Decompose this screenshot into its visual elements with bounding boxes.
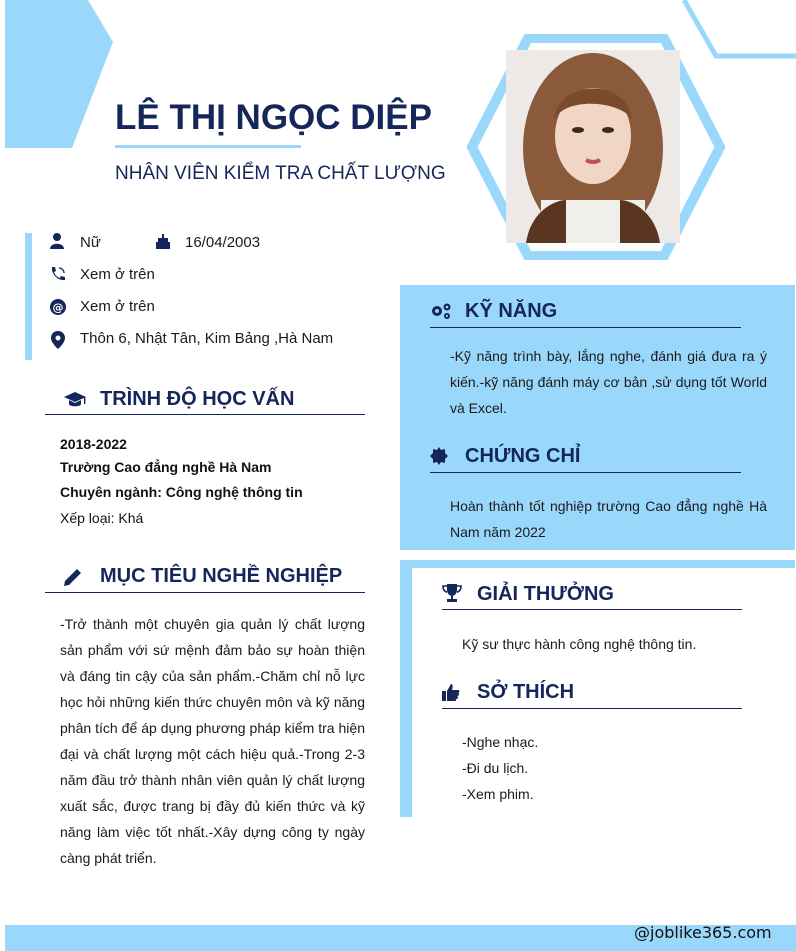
birthday-cake-icon bbox=[155, 233, 171, 249]
education-school: Trường Cao đẳng nghề Hà Nam bbox=[60, 459, 272, 475]
thumbs-up-icon bbox=[442, 684, 460, 701]
birthdate-value: 16/04/2003 bbox=[185, 234, 261, 251]
footer-watermark: @joblike365.com bbox=[634, 923, 772, 942]
certificate-badge-icon bbox=[430, 447, 448, 465]
phone-icon bbox=[50, 266, 66, 282]
hobby-item-2: -Đi du lịch. bbox=[462, 760, 529, 776]
education-title: TRÌNH ĐỘ HỌC VẤN bbox=[100, 388, 295, 410]
contact-side-bar bbox=[25, 233, 32, 360]
certificates-divider bbox=[430, 472, 741, 473]
pencil-icon bbox=[64, 568, 82, 586]
education-major: Chuyên ngành: Công nghệ thông tin bbox=[60, 484, 303, 500]
objective-text: -Trở thành một chuyên gia quản lý chất lượng sản phẩm với sứ mệnh đảm bảo sự hoàn thiện và đáng tin cậy của sản phẩm.-Chăm chỉ nỗ lực học hỏi những kiến thức chuyên môn và kỹ năng phân tích để áp dụng phương pháp kiểm tra hiện đại và chất lượng một cách hiệu quả.-Trong 2-3 năm đầu trở thành nhân viên quản lý chất lượng xuất sắc, được trang bị đầy đủ kiến thức và kỹ năng làm việc tốt nhất.-Xây dựng công ty ngày càng phát triển. bbox=[60, 616, 365, 866]
job-title: NHÂN VIÊN KIỂM TRA CHẤT LƯỢNG bbox=[115, 163, 446, 184]
hobby-item-1: -Nghe nhạc. bbox=[462, 734, 539, 750]
awards-panel-bar-left bbox=[400, 560, 412, 817]
svg-text:@: @ bbox=[52, 301, 64, 314]
email-at-icon bbox=[50, 299, 66, 315]
trophy-icon bbox=[442, 584, 462, 602]
gears-icon bbox=[430, 302, 452, 320]
phone-value: Xem ở trên bbox=[80, 266, 155, 283]
profile-photo bbox=[506, 50, 680, 243]
education-divider bbox=[45, 414, 365, 415]
name-underline bbox=[115, 145, 301, 148]
email-value: Xem ở trên bbox=[80, 298, 155, 315]
gender-value: Nữ bbox=[80, 234, 101, 251]
awards-divider bbox=[442, 609, 742, 610]
hobby-item-3: -Xem phim. bbox=[462, 786, 534, 802]
education-period: 2018-2022 bbox=[60, 436, 127, 452]
awards-panel-bar-top bbox=[400, 560, 795, 568]
awards-text: Kỹ sư thực hành công nghệ thông tin. bbox=[462, 636, 697, 652]
user-icon bbox=[50, 233, 64, 249]
awards-title: GIẢI THƯỞNG bbox=[477, 583, 614, 605]
certificates-title: CHỨNG CHỈ bbox=[465, 445, 581, 467]
certificates-text: Hoàn thành tốt nghiệp trường Cao đẳng nghề Hà Nam năm 2022 bbox=[450, 498, 767, 540]
hobbies-title: SỞ THÍCH bbox=[477, 681, 575, 703]
objective-title: MỤC TIÊU NGHỀ NGHIỆP bbox=[100, 565, 343, 587]
education-grade: Xếp loại: Khá bbox=[60, 510, 144, 526]
skills-divider bbox=[430, 327, 741, 328]
candidate-name: LÊ THỊ NGỌC DIỆP bbox=[115, 98, 432, 137]
skills-text: -Kỹ năng trình bày, lắng nghe, đánh giá đưa ra ý kiến.-kỹ năng đánh máy cơ bản ,sử dụng tốt World và Excel. bbox=[450, 348, 767, 416]
graduation-cap-icon bbox=[64, 391, 86, 409]
location-pin-icon bbox=[51, 331, 65, 349]
hobbies-divider bbox=[442, 708, 742, 709]
address-value: Thôn 6, Nhật Tân, Kim Bảng ,Hà Nam bbox=[80, 330, 334, 347]
skills-title: KỸ NĂNG bbox=[465, 300, 558, 322]
top-left-decoration bbox=[0, 0, 120, 150]
objective-divider bbox=[45, 592, 365, 593]
